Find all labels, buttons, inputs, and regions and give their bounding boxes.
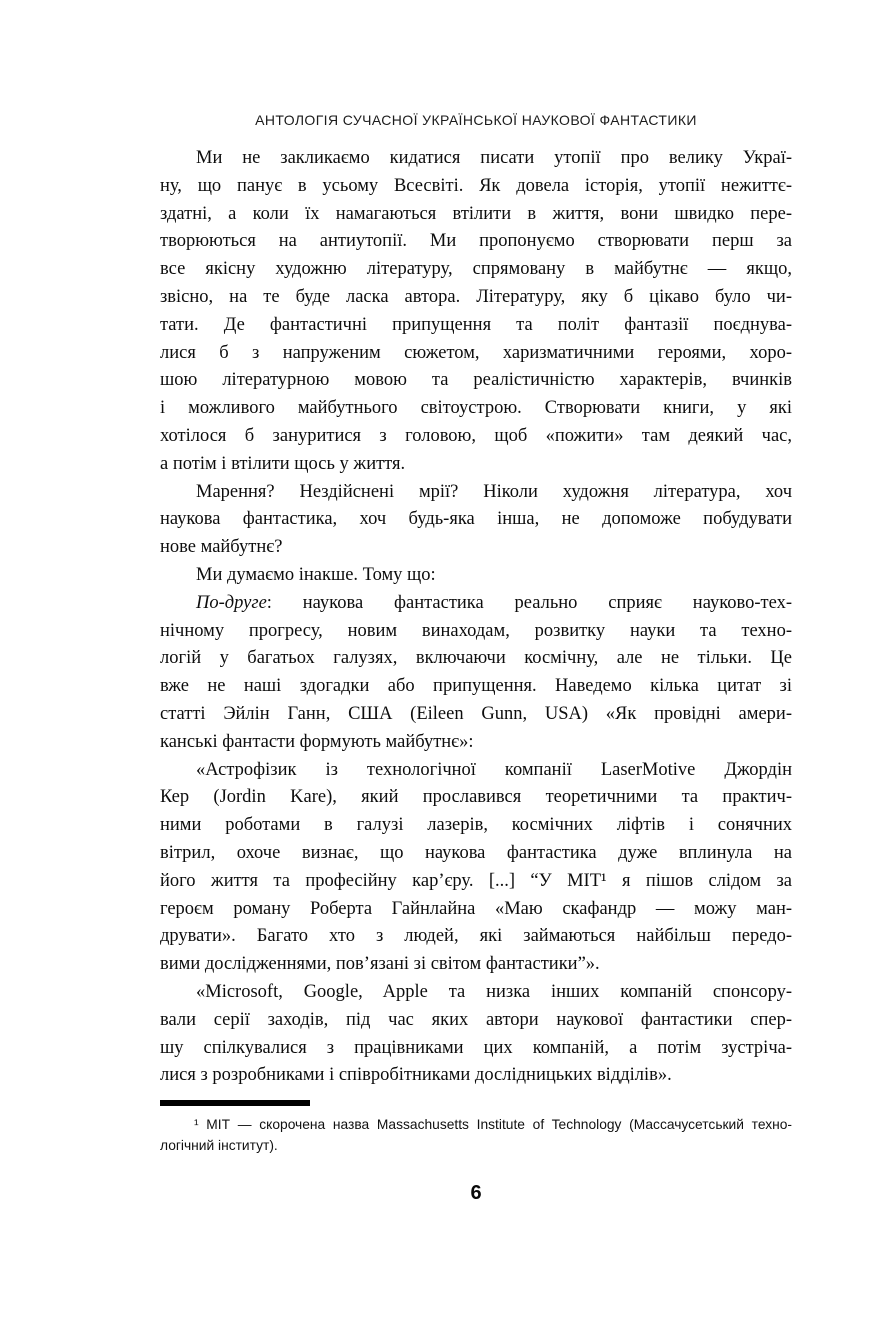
text-line: наукова фантастика, хоч будь-яка інша, не допоможе побудувати — [160, 509, 792, 530]
text-line: По-друге: наукова фантастика реально сприяє науково-тех- — [196, 592, 792, 613]
paragraph — [160, 479, 792, 562]
text-line: друвати». Багато хто з людей, які займаються найбільш передо- — [160, 926, 792, 947]
text-line: шою літературною мовою та реалістичністю характерів, вчинків — [160, 370, 792, 391]
text-line: героєм роману Роберта Гайнлайна «Маю скафандр — можу ман- — [160, 898, 792, 919]
text-line: Ми думаємо інакше. Тому що: — [196, 564, 436, 585]
paragraph — [160, 145, 792, 479]
text-line: звісно, на те буде ласка автора. Літературу, яку б цікаво було чи- — [160, 286, 792, 307]
text-line: вітрил, охоче визнає, що наукова фантастика дуже вплинула на — [160, 842, 792, 863]
text-line: лися б з напруженим сюжетом, харизматичними героями, хоро- — [160, 342, 792, 363]
text-line: Ми не закликаємо кидатися писати утопії про велику Украї- — [196, 148, 792, 168]
text-line: статті Эйлін Ганн, США (Eileen Gunn, USA) «Як провідні амери- — [160, 703, 792, 724]
paragraph — [160, 757, 792, 979]
text-line: його життя та професійну кар’єру. [...] “У МІТ¹ я пішов слідом за — [160, 870, 792, 891]
text-line: хотілося б зануритися з головою, щоб «пожити» там деякий час, — [160, 425, 792, 446]
text-line: ними роботами в галузі лазерів, космічних ліфтів і сонячних — [160, 815, 792, 836]
text-line: Кер (Jordin Kare), який прославився теоретичними та практич- — [160, 787, 792, 808]
footnote-area — [160, 1100, 792, 1156]
text-line: канські фантасти формують майбутнє»: — [160, 731, 474, 752]
running-header: АНТОЛОГІЯ СУЧАСНОЇ УКРАЇНСЬКОЇ НАУКОВОЇ ФАНТАСТИКИ — [255, 112, 697, 128]
text-line: Марення? Нездійснені мрії? Ніколи художня література, хоч — [196, 481, 792, 502]
text-line: лися з розробниками і співробітниками дослідницьких відділів». — [160, 1065, 672, 1086]
text-line: і можливого майбутнього світоустрою. Створювати книги, у які — [160, 398, 792, 419]
body-text — [160, 145, 792, 1090]
paragraph — [160, 590, 792, 757]
text-line: вали серії заходів, під час яких автори наукової фантастики спер- — [160, 1009, 792, 1030]
text-line: ¹ МІТ — скорочена назва Massachusetts Institute of Technology (Массачусетський техно- — [194, 1117, 792, 1133]
text-line: шу спілкувалися з працівниками цих компаній, а потім зустріча- — [160, 1037, 792, 1058]
italic-lead: По-друге — [196, 592, 267, 613]
text-line: вже не наші здогадки або припущення. Наведемо кілька цитат зі — [160, 676, 792, 697]
text-line: тати. Де фантастичні припущення та політ фантазії поєднува- — [160, 314, 792, 335]
text-line: логічний інститут). — [160, 1138, 278, 1154]
page-number: 6 — [470, 1182, 482, 1205]
text-line: все якісну художню літературу, спрямовану в майбутнє — якщо, — [160, 259, 792, 280]
text-line: вими дослідженнями, пов’язані зі світом фантастики”». — [160, 954, 600, 975]
text-line: нове майбутнє? — [160, 537, 283, 558]
text-line: «Microsoft, Google, Apple та низка інших компаній спонсору- — [196, 981, 792, 1002]
text-line: творюються на антиутопії. Ми пропонуємо створювати перш за — [160, 231, 792, 252]
paragraph — [160, 979, 792, 1090]
text-line: «Астрофізик із технологічної компанії LaserMotive Джордін — [196, 759, 792, 780]
text-line: а потім і втілити щось у життя. — [160, 453, 406, 474]
text-line: ну, що панує в усьому Всесвіті. Як довела історія, утопії нежиттє- — [160, 175, 792, 196]
footnote-separator-rule — [160, 1100, 310, 1106]
text-line: нічному прогресу, новим винаходам, розвитку науки та техно- — [160, 620, 792, 641]
text-line: здатні, а коли їх намагаються втілити в життя, вони швидко пере- — [160, 203, 792, 224]
paragraph — [160, 562, 792, 590]
text-line: логій у багатьох галузях, включаючи космічну, але не тільки. Це — [160, 648, 792, 669]
footnote — [160, 1114, 792, 1156]
